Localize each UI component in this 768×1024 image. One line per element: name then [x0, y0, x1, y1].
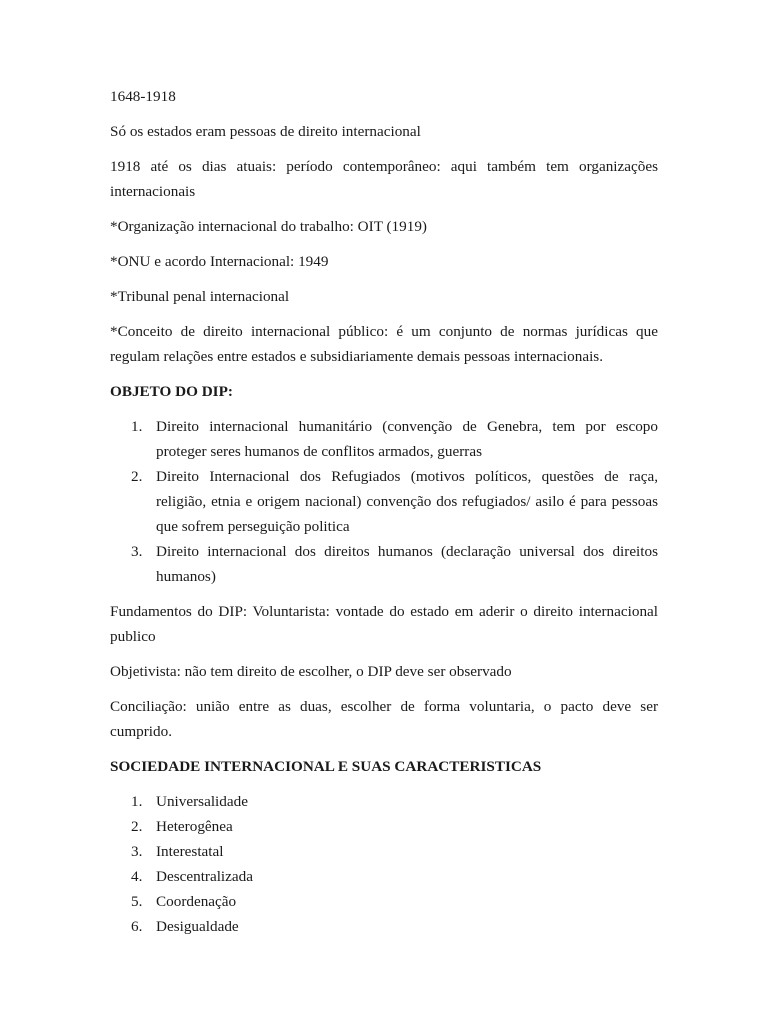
paragraph-oit: *Organização internacional do trabalho: OIT (1919)	[110, 218, 427, 235]
list-item	[110, 539, 658, 589]
list-item-text: Direito internacional dos direitos humanos (declaração universal dos direitos humanos)	[156, 543, 658, 585]
heading-objeto: OBJETO DO DIP:	[110, 383, 233, 400]
paragraph-states: Só os estados eram pessoas de direito internacional	[110, 123, 421, 140]
list-item-text: Universalidade	[156, 793, 248, 810]
list-item	[110, 864, 658, 889]
list-number: 2.	[131, 818, 143, 835]
list-item-text: Direito Internacional dos Refugiados (motivos políticos, questões de raça, religião, etnia e origem nacional) convenção dos refugiados/ asilo é para pessoas que sofrem perseguição politica	[156, 468, 658, 535]
paragraph-tribunal: *Tribunal penal internacional	[110, 288, 290, 305]
list-number: 6.	[131, 918, 143, 935]
list-item-text: Desigualdade	[156, 918, 239, 935]
list-item	[110, 814, 658, 839]
date-range: 1648-1918	[110, 88, 176, 105]
list-item	[110, 914, 658, 939]
list-number: 4.	[131, 868, 143, 885]
list-item-text: Heterogênea	[156, 818, 233, 835]
objeto-list	[110, 414, 658, 589]
list-item-text: Direito internacional humanitário (convenção de Genebra, tem por escopo proteger seres humanos de conflitos armados, guerras	[156, 418, 658, 460]
list-number: 3.	[131, 843, 143, 860]
paragraph-conciliacao: Conciliação: união entre as duas, escolher de forma voluntaria, o pacto deve ser cumprido.	[110, 698, 658, 740]
heading-sociedade: SOCIEDADE INTERNACIONAL E SUAS CARACTERISTICAS	[110, 758, 542, 775]
list-number: 1.	[131, 793, 143, 810]
paragraph-fundamentos: Fundamentos do DIP: Voluntarista: vontade do estado em aderir o direito internacional publico	[110, 603, 658, 645]
list-item	[110, 889, 658, 914]
paragraph-contemporary: 1918 até os dias atuais: período contemporâneo: aqui também tem organizações internacionais	[110, 158, 658, 200]
paragraph-conceito: *Conceito de direito internacional público: é um conjunto de normas jurídicas que regulam relações entre estados e subsidiariamente demais pessoas internacionais.	[110, 323, 658, 365]
list-number: 3.	[131, 543, 143, 560]
list-item	[110, 789, 658, 814]
list-item-text: Coordenação	[156, 893, 237, 910]
list-item-text: Descentralizada	[156, 868, 253, 885]
paragraph-objetivista: Objetivista: não tem direito de escolher, o DIP deve ser observado	[110, 663, 512, 680]
list-item-text: Interestatal	[156, 843, 224, 860]
sociedade-list	[110, 789, 658, 939]
list-item	[110, 414, 658, 464]
paragraph-onu: *ONU e acordo Internacional: 1949	[110, 253, 329, 270]
list-number: 5.	[131, 893, 143, 910]
list-number: 1.	[131, 418, 143, 435]
list-item	[110, 839, 658, 864]
list-item	[110, 464, 658, 539]
list-number: 2.	[131, 468, 143, 485]
